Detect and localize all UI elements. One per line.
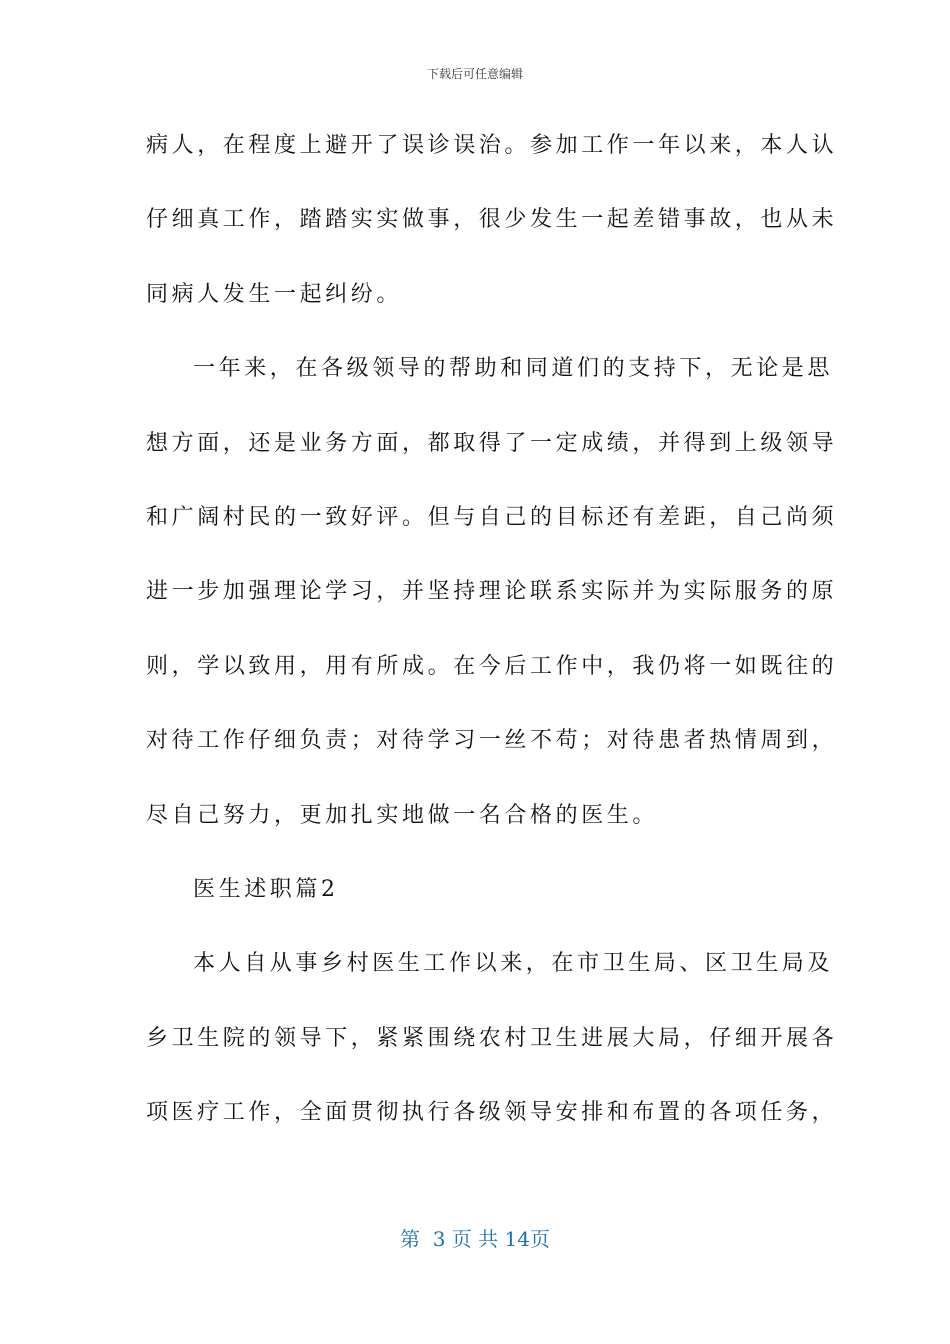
body-line: 乡卫生院的领导下，紧紧围绕农村卫生进展大局，仔细开展各 [146,1025,838,1051]
body-line: 尽自己努力，更加扎实地做一名合格的医生。 [146,802,659,828]
section-heading: 医生述职篇2 [193,876,339,902]
header-note: 下载后可任意编辑 [426,67,523,81]
body-line: 同病人发生一起纠纷。 [146,281,403,307]
body-line: 仔细真工作，踏踏实实做事，很少发生一起差错事故，也从未 [146,207,838,233]
body-text [146,118,838,1159]
body-line: 病人，在程度上避开了误诊误治。参加工作一年以来，本人认 [146,133,838,158]
body-line: 和广阔村民的一致好评。但与自己的目标还有差距，自己尚须 [146,504,838,530]
body-line: 项医疗工作，全面贯彻执行各级领导安排和布置的各项任务， [146,1100,838,1126]
page-number: 第 3 页 共 14页 [400,1227,550,1251]
paragraph-first-line: 一年来，在各级领导的帮助和同道们的支持下，无论是思 [193,356,834,382]
body-line: 对待工作仔细负责；对待学习一丝不苟；对待患者热情周到， [146,728,838,754]
body-line: 想方面，还是业务方面，都取得了一定成绩，并得到上级领导 [146,430,838,456]
paragraph-first-line: 本人自从事乡村医生工作以来，在市卫生局、区卫生局及 [193,951,834,977]
body-line: 则，学以致用，用有所成。在今后工作中，我仍将一如既往的 [146,653,838,679]
body-line: 进一步加强理论学习，并坚持理论联系实际并为实际服务的原 [146,579,838,605]
